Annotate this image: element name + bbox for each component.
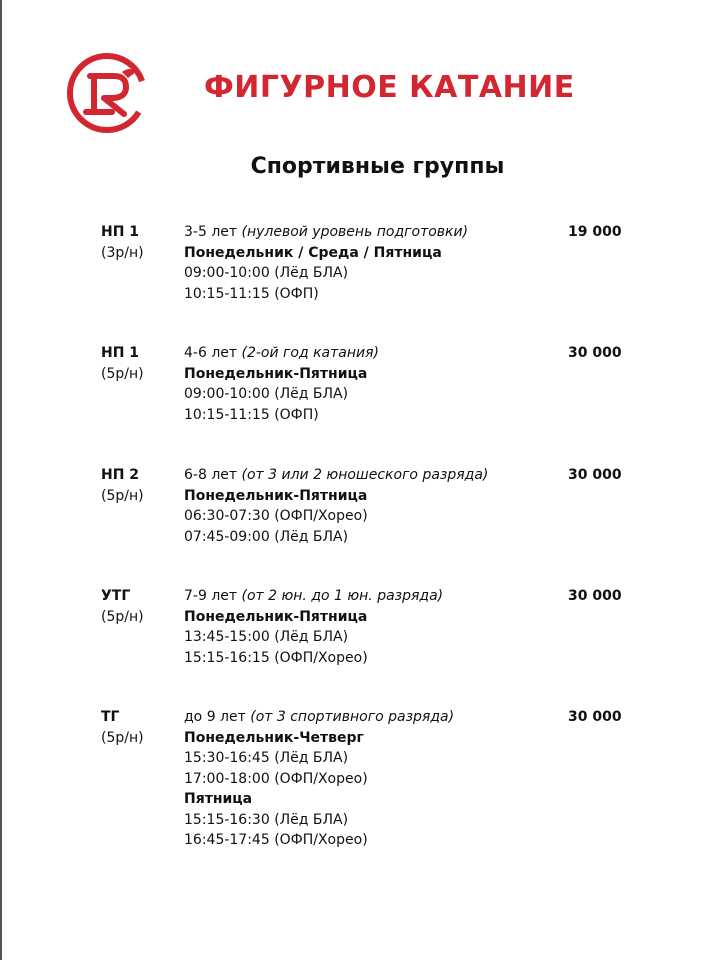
group-age-note: (от 3 спортивного разряда) <box>250 709 455 725</box>
group-days: Понедельник-Четверг <box>184 729 364 746</box>
group-age-note: (от 2 юн. до 1 юн. разряда) <box>241 588 444 604</box>
group-days: Понедельник / Среда / Пятница <box>184 244 442 261</box>
group-age-line <box>184 222 468 243</box>
group-age-line <box>184 465 488 486</box>
group-price: 30 000 <box>568 467 622 483</box>
group-time: 16:45-17:45 (ОФП/Хорео) <box>184 832 368 848</box>
group-time: 10:15-11:15 (ОФП) <box>184 285 319 302</box>
group-time: 15:30-16:45 (Лёд БЛА) <box>184 750 349 766</box>
group-age: до 9 лет <box>184 709 251 725</box>
group-frequency: (3р/н) <box>101 244 144 261</box>
group-age-line <box>184 707 454 728</box>
group-time: 06:30-07:30 (ОФП/Хорео) <box>184 508 368 524</box>
brand-logo-icon <box>64 50 150 136</box>
group-price: 30 000 <box>568 345 622 361</box>
group-tg <box>0 707 701 907</box>
group-frequency: (5р/н) <box>101 729 144 746</box>
group-code: НП 2 <box>101 467 140 483</box>
group-code: УТГ <box>101 588 131 604</box>
group-frequency: (5р/н) <box>101 365 144 382</box>
group-age-line <box>184 586 443 607</box>
group-price: 19 000 <box>568 224 622 240</box>
group-time: 15:15-16:30 (Лёд БЛА) <box>184 811 349 828</box>
group-time: 13:45-15:00 (Лёд БЛА) <box>184 629 349 645</box>
group-age: 3-5 лет <box>184 224 242 240</box>
group-code: НП 1 <box>101 224 140 240</box>
group-days: Понедельник-Пятница <box>184 365 368 382</box>
group-schedule <box>184 707 454 851</box>
group-time: 10:15-11:15 (ОФП) <box>184 406 319 423</box>
group-age-line <box>184 343 379 364</box>
group-days: Пятница <box>184 791 253 807</box>
group-schedule <box>184 343 379 425</box>
group-code: НП 1 <box>101 345 140 361</box>
group-age: 7-9 лет <box>184 588 242 604</box>
group-age: 4-6 лет <box>184 345 242 361</box>
group-age: 6-8 лет <box>184 467 242 483</box>
group-price: 30 000 <box>568 709 622 725</box>
group-days: Понедельник-Пятница <box>184 608 368 625</box>
group-days: Понедельник-Пятница <box>184 487 368 504</box>
group-age-note: (нулевой уровень подготовки) <box>241 224 469 240</box>
page-title: Спортивные группы <box>250 154 505 179</box>
group-time: 09:00-10:00 (Лёд БЛА) <box>184 386 349 402</box>
group-time: 09:00-10:00 (Лёд БЛА) <box>184 265 349 281</box>
group-age-note: (от 3 или 2 юношеского разряда) <box>241 467 489 483</box>
group-time: 15:15-16:15 (ОФП/Хорео) <box>184 649 368 666</box>
group-schedule <box>184 465 488 547</box>
group-age-note: (2-ой год катания) <box>241 345 379 361</box>
brand-title: ФИГУРНОЕ КАТАНИЕ <box>204 70 575 105</box>
group-time: 17:00-18:00 (ОФП/Хорео) <box>184 770 368 787</box>
group-frequency: (5р/н) <box>101 608 144 625</box>
group-code: ТГ <box>101 709 120 725</box>
group-schedule <box>184 586 443 668</box>
group-price: 30 000 <box>568 588 622 604</box>
group-frequency: (5р/н) <box>101 487 144 504</box>
group-schedule <box>184 222 468 304</box>
group-time: 07:45-09:00 (Лёд БЛА) <box>184 528 349 545</box>
